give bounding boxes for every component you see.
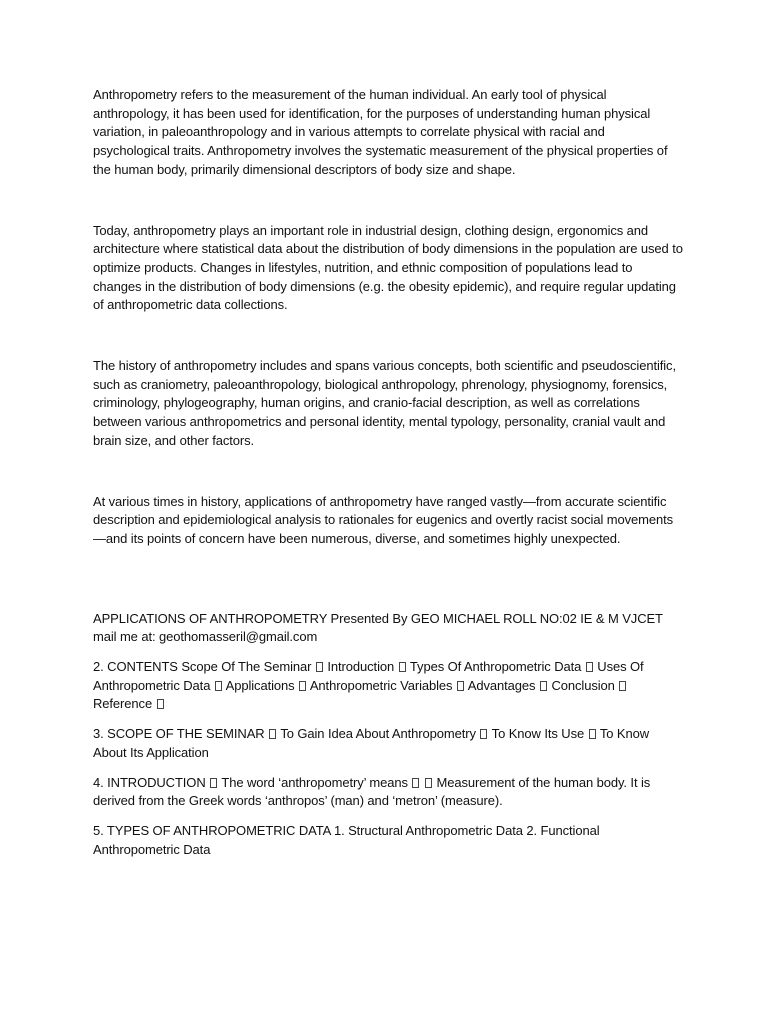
slide-2-text: Introduction [323, 659, 398, 675]
missing-glyph-icon [210, 778, 217, 788]
slide-4-text [420, 775, 424, 790]
slide-2-text: Anthropometric Variables [307, 677, 456, 693]
slide-4-introduction [93, 774, 683, 811]
paragraph-definition: Anthropometry refers to the measurement of the human individual. An early tool of physical anthropology, it has been used for identification, for the purposes of understanding human physical variation, in paleoanthropology and in various attempts to correlate physical with racial and psychological traits. Anthropometry involves the systematic measurement of the physical properties of the human body, primarily dimensional descriptors of body size and shape. [93, 87, 668, 177]
missing-glyph-icon [457, 681, 464, 691]
slide-2-text: Applications [222, 677, 299, 693]
slide-3-text: To Know Its Use [488, 726, 588, 742]
slide-3-scope [93, 725, 683, 762]
paragraph-history: The history of anthropometry includes and spans various concepts, both scientific and pseudoscientific, such as craniometry, paleoanthropology, biological anthropology, phrenology, physiognomy, forensics, criminology, phylogeography, human origins, and cranio-facial description, as well as correlations between various anthropometrics and personal identity, mental typology, personality, cranial vault and brain size, and other factors. [93, 358, 676, 448]
slide-4-text: Measurement of the human body. It is derived from the Greek words ‘anthropos’ (man) and ‘metron’ (measure). [93, 774, 651, 809]
missing-glyph-icon [299, 681, 306, 691]
slide-2-text: Types Of Anthropometric Data [406, 659, 585, 675]
missing-glyph-icon [269, 729, 276, 739]
slide-4-text: 4. INTRODUCTION [93, 774, 210, 790]
missing-glyph-icon [425, 778, 432, 788]
missing-glyph-icon [157, 699, 164, 709]
missing-glyph-icon [589, 729, 596, 739]
slide-2-text: Uses Of Anthropometric Data [93, 659, 644, 693]
slide-2-text: Conclusion [547, 677, 619, 693]
missing-glyph-icon [586, 662, 593, 672]
missing-glyph-icon [619, 681, 626, 691]
slide-3-text: To Know About Its Application [93, 726, 650, 760]
slide-3-text: To Gain Idea About Anthropometry [277, 726, 480, 742]
missing-glyph-icon [412, 778, 419, 788]
slide-1-title: APPLICATIONS OF ANTHROPOMETRY Presented By GEO MICHAEL ROLL NO:02 IE & M VJCET mail me at: geothomasseril@gmail.com [93, 610, 663, 645]
slide-4-text: The word ‘anthropometry’ means [218, 774, 412, 790]
document-body [93, 86, 683, 859]
missing-glyph-icon [215, 681, 222, 691]
missing-glyph-icon [316, 662, 323, 672]
missing-glyph-icon [540, 681, 547, 691]
missing-glyph-icon [480, 729, 487, 739]
slide-5-types: 5. TYPES OF ANTHROPOMETRIC DATA 1. Structural Anthropometric Data 2. Functional Anthropometric Data [93, 822, 600, 857]
paragraph-today: Today, anthropometry plays an important role in industrial design, clothing design, ergonomics and architecture where statistical data about the distribution of body dimensions in the population are used to optimize products. Changes in lifestyles, nutrition, and ethnic composition of populations lead to changes in the distribution of body dimensions (e.g. the obesity epidemic), and require regular updating of anthropometric data collections. [93, 222, 683, 313]
slide-2-text: Reference [93, 696, 156, 712]
slide-2-text: 2. CONTENTS Scope Of The Seminar [93, 659, 315, 675]
slide-2-text: Advantages [464, 677, 539, 693]
paragraph-applications: At various times in history, applications of anthropometry have ranged vastly—from accurate scientific description and epidemiological analysis to rationales for eugenics and overtly racist social movements—and its points of concern have been numerous, diverse, and sometimes highly unexpected. [93, 493, 674, 546]
slide-3-text: 3. SCOPE OF THE SEMINAR [93, 726, 269, 742]
slide-2-contents [93, 658, 683, 714]
missing-glyph-icon [399, 662, 406, 672]
